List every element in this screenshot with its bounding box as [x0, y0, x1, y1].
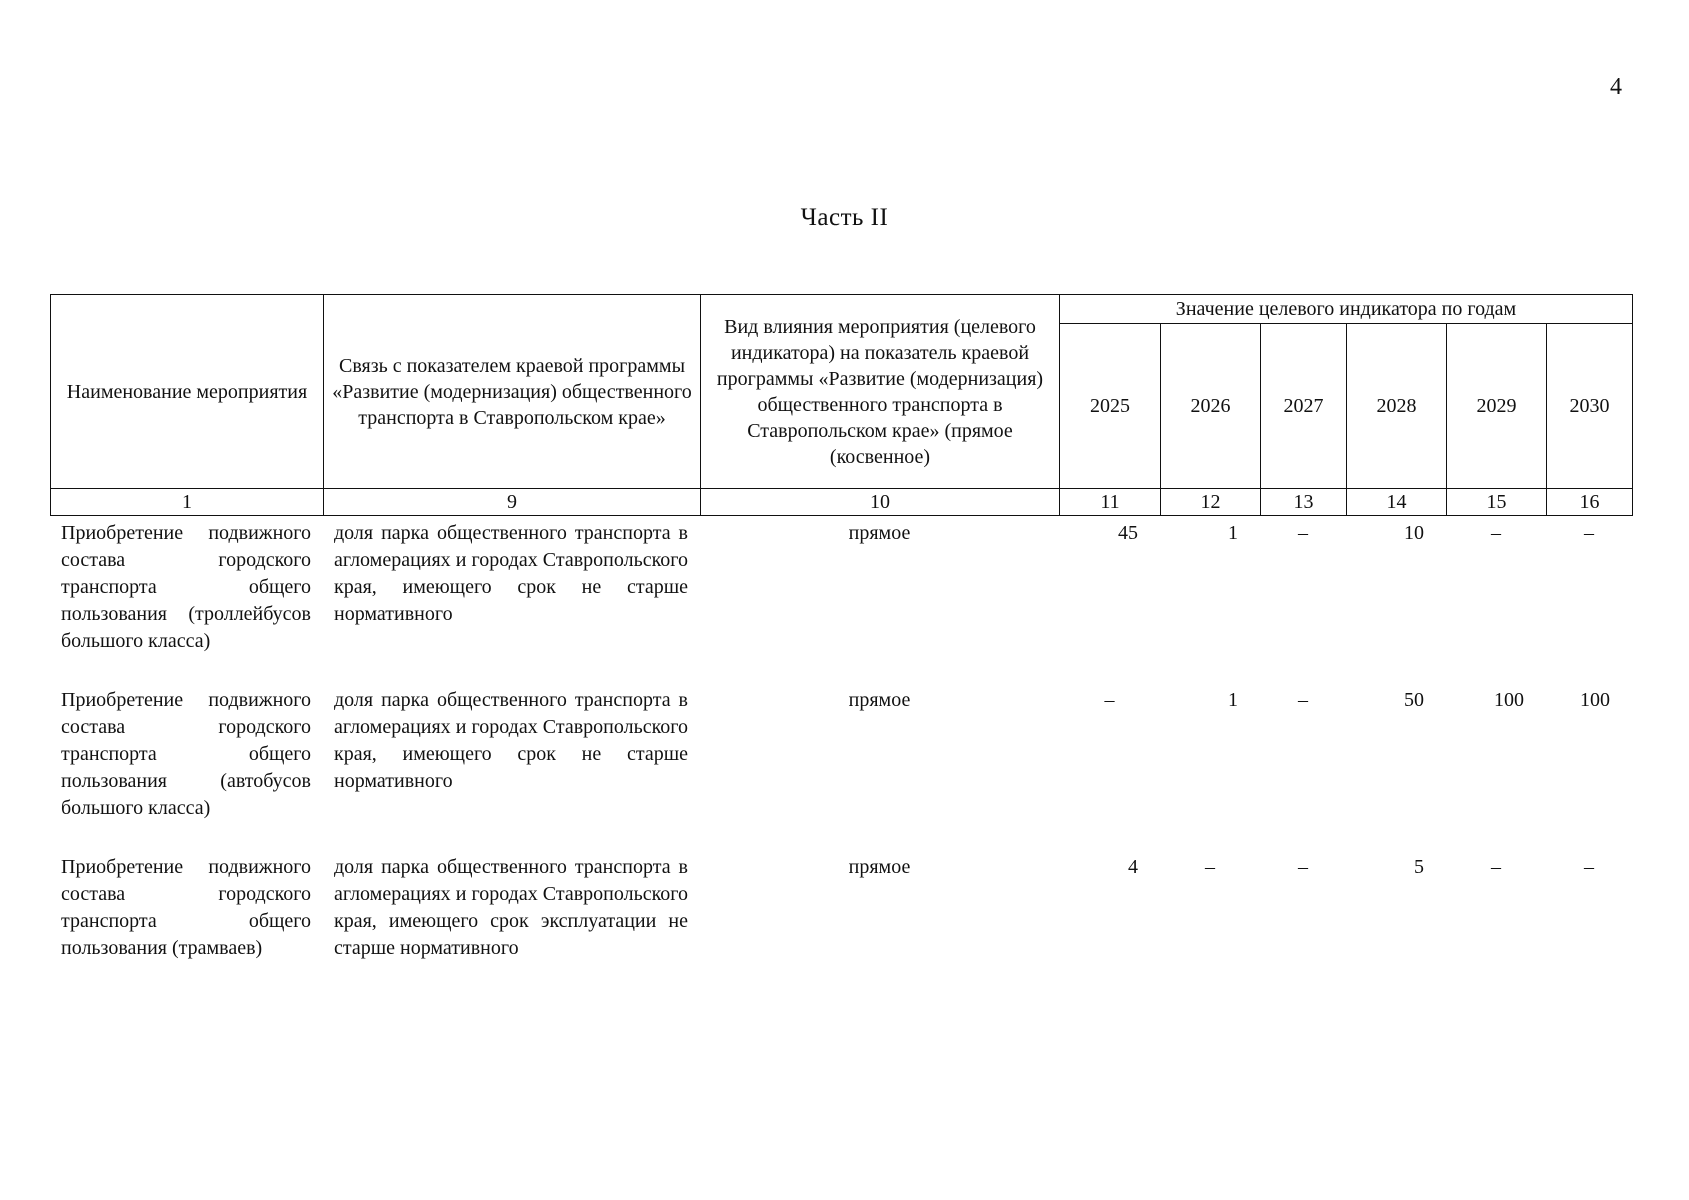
- cell-value-2028: 50: [1404, 689, 1424, 711]
- page-number: 4: [1610, 74, 1622, 100]
- column-number: 10: [701, 489, 1060, 516]
- cell-value-2029: –: [1491, 856, 1501, 878]
- header-year: 2027: [1261, 324, 1347, 489]
- cell-impact-type: прямое: [848, 856, 911, 878]
- part-title: Часть II: [800, 204, 889, 231]
- cell-indicator-link: доля парка общественного транспорта в агломерациях и городах Ставропольского края, имеющего срок не старше нормативного: [334, 689, 688, 792]
- cell-indicator-link: доля парка общественного транспорта в агломерациях и городах Ставропольского края, имеющего срок эксплуатации не старше нормативного: [334, 856, 688, 959]
- column-number: 14: [1347, 489, 1447, 516]
- cell-value-2030: 100: [1580, 689, 1610, 711]
- cell-value-2029: 100: [1494, 689, 1524, 711]
- column-number: 13: [1261, 489, 1347, 516]
- cell-value-2028: 5: [1414, 856, 1424, 878]
- column-number: 15: [1447, 489, 1547, 516]
- table-row: [50, 687, 1632, 854]
- cell-event-name: Приобретение подвижного состава городского транспорта общего пользования (автобусов большого класса): [61, 689, 311, 819]
- cell-value-2026: 1: [1228, 522, 1238, 544]
- cell-value-2025: 4: [1128, 856, 1138, 878]
- column-number: 1: [51, 489, 324, 516]
- cell-value-2027: –: [1298, 522, 1308, 544]
- header-year: 2028: [1347, 324, 1447, 489]
- cell-value-2025: –: [1104, 689, 1115, 711]
- cell-value-2030: –: [1584, 856, 1594, 878]
- cell-value-2029: –: [1491, 522, 1501, 544]
- header-year-group: Значение целевого индикатора по годам: [1060, 295, 1633, 324]
- cell-event-name: Приобретение подвижного состава городского транспорта общего пользования (троллейбусов большого класса): [61, 522, 311, 652]
- cell-value-2030: –: [1584, 522, 1594, 544]
- header-year: 2026: [1161, 324, 1261, 489]
- column-number: 11: [1060, 489, 1161, 516]
- cell-value-2025: 45: [1118, 522, 1138, 544]
- cell-impact-type: прямое: [848, 522, 911, 544]
- cell-event-name: Приобретение подвижного состава городского транспорта общего пользования (трамваев): [61, 856, 311, 959]
- header-link: Связь с показателем краевой программы «Развитие (модернизация) общественного транспорта в Ставропольском крае»: [324, 295, 701, 489]
- column-number: 9: [324, 489, 701, 516]
- column-number: 16: [1547, 489, 1633, 516]
- cell-value-2026: –: [1205, 856, 1215, 878]
- cell-value-2027: –: [1298, 689, 1308, 711]
- header-year: 2029: [1447, 324, 1547, 489]
- cell-indicator-link: доля парка общественного транспорта в агломерациях и городах Ставропольского края, имеющего срок не старше нормативного: [334, 522, 688, 625]
- table-body: [50, 520, 1632, 994]
- header-impact: Вид влияния мероприятия (целевого индикатора) на показатель краевой программы «Развитие (модернизация) общественного транспорта в Ставропольском крае» (прямое (косвенное): [701, 295, 1060, 489]
- cell-value-2026: 1: [1228, 689, 1238, 711]
- cell-value-2028: 10: [1404, 522, 1424, 544]
- header-year: 2025: [1060, 324, 1161, 489]
- table-row: [50, 854, 1632, 994]
- header-year: 2030: [1547, 324, 1633, 489]
- cell-value-2027: –: [1298, 856, 1308, 878]
- table-header: [50, 294, 1633, 516]
- header-name: Наименование мероприятия: [51, 295, 324, 489]
- column-number: 12: [1161, 489, 1261, 516]
- table-row: [50, 520, 1632, 687]
- cell-impact-type: прямое: [848, 689, 911, 711]
